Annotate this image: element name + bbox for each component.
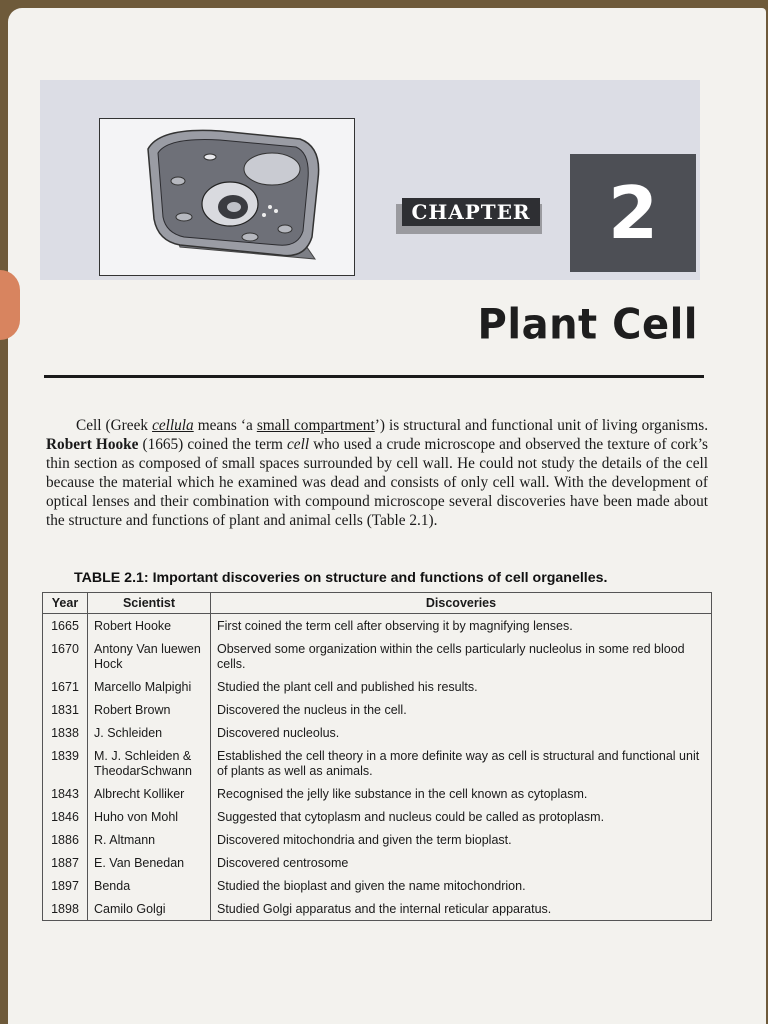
cell-scientist: Robert Brown xyxy=(88,698,211,721)
intro-text: (1665) coined the term xyxy=(138,436,288,453)
cell-discovery: Studied the plant cell and published his results. xyxy=(217,680,478,694)
cell-year: 1839 xyxy=(43,744,88,782)
cell-scientist: Antony Van luewen Hock xyxy=(88,637,211,675)
term-cell: cell xyxy=(287,436,310,453)
cell-discovery: Discovered the nucleus in the cell. xyxy=(217,703,407,717)
intro-text: Cell (Greek xyxy=(76,417,153,434)
table-row xyxy=(43,897,712,921)
cell-discovery: Observed some organization within the cells particularly nucleolus in some red blood cells. xyxy=(217,642,685,671)
chapter-label xyxy=(396,196,546,238)
cell-scientist: Marcello Malpighi xyxy=(88,675,211,698)
title-divider xyxy=(44,375,704,378)
cell-scientist: Huho von Mohl xyxy=(88,805,211,828)
cell-discovery: Studied Golgi apparatus and the internal reticular apparatus. xyxy=(217,902,552,916)
cell-year: 1897 xyxy=(43,874,88,897)
cell-discovery: Suggested that cytoplasm and nucleus could be called as protoplasm. xyxy=(217,810,605,824)
table-row xyxy=(43,744,712,782)
cell-scientist: M. J. Schleiden & TheodarSchwann xyxy=(88,744,211,782)
cell-year: 1665 xyxy=(43,614,88,638)
discoveries-table xyxy=(42,592,712,921)
cell-year: 1898 xyxy=(43,897,88,921)
cell-discovery: Established the cell theory in a more definite way as cell is structural and functional unit of plants as well as animals. xyxy=(217,749,700,778)
intro-text: ’) is structural and functional unit of living organisms. xyxy=(374,417,709,434)
header-discoveries: Discoveries xyxy=(211,593,712,614)
cell-scientist: Camilo Golgi xyxy=(88,897,211,921)
cell-scientist: Albrecht Kolliker xyxy=(88,782,211,805)
cell-year: 1671 xyxy=(43,675,88,698)
plant-cell-illustration xyxy=(99,118,355,276)
header-year: Year xyxy=(43,593,88,614)
header-scientist: Scientist xyxy=(88,593,211,614)
table-row xyxy=(43,828,712,851)
cell-year: 1838 xyxy=(43,721,88,744)
cell-scientist: Robert Hooke xyxy=(88,614,211,638)
cell-scientist: Benda xyxy=(88,874,211,897)
table-row xyxy=(43,721,712,744)
term-cellula: cellula xyxy=(152,417,194,434)
cell-scientist: E. Van Benedan xyxy=(88,851,211,874)
cell-discovery: Studied the bioplast and given the name mitochondrion. xyxy=(217,879,526,893)
table-row xyxy=(43,874,712,897)
chapter-number: 2 xyxy=(570,154,696,272)
intro-text: means ‘a xyxy=(193,417,257,434)
cell-discovery: Discovered mitochondria and given the term bioplast. xyxy=(217,833,512,847)
table-row xyxy=(43,851,712,874)
cell-scientist: J. Schleiden xyxy=(88,721,211,744)
intro-paragraph xyxy=(46,416,708,530)
term-small-compartment: small compartment xyxy=(256,417,375,434)
cell-year: 1843 xyxy=(43,782,88,805)
cell-discovery: Discovered nucleolus. xyxy=(217,726,340,740)
cell-year: 1886 xyxy=(43,828,88,851)
table-row xyxy=(43,805,712,828)
cell-year: 1670 xyxy=(43,637,88,675)
table-header-row xyxy=(43,593,712,614)
table-row xyxy=(43,782,712,805)
cell-discovery: Discovered centrosome xyxy=(217,856,349,870)
cell-year: 1887 xyxy=(43,851,88,874)
name-robert-hooke: Robert Hooke xyxy=(46,436,139,453)
table-caption: TABLE 2.1: Important discoveries on structure and functions of cell organelles. xyxy=(74,570,608,586)
cell-discovery: Recognised the jelly like substance in the cell known as cytoplasm. xyxy=(217,787,588,801)
thumb xyxy=(0,270,20,340)
table-row xyxy=(43,698,712,721)
cell-year: 1831 xyxy=(43,698,88,721)
cell-year: 1846 xyxy=(43,805,88,828)
table-row xyxy=(43,637,712,675)
table-row xyxy=(43,614,712,638)
chapter-word: CHAPTER xyxy=(402,198,540,226)
cell-scientist: R. Altmann xyxy=(88,828,211,851)
intro-text: who used a crude microscope and observed the texture of cork’s thin section as composed of small spaces surrounded by cell wall. He could not study the details of the cell because the material which he examined was dead and consists of only cell wall. With the development of optical lenses and their combination with compound microscope several discoveries have been made about the structure and functions of plant and animal cells (Table 2.1). xyxy=(46,436,708,529)
table-row xyxy=(43,675,712,698)
chapter-title: Plant Cell xyxy=(477,300,698,350)
cell-discovery: First coined the term cell after observing it by magnifying lenses. xyxy=(217,619,573,633)
